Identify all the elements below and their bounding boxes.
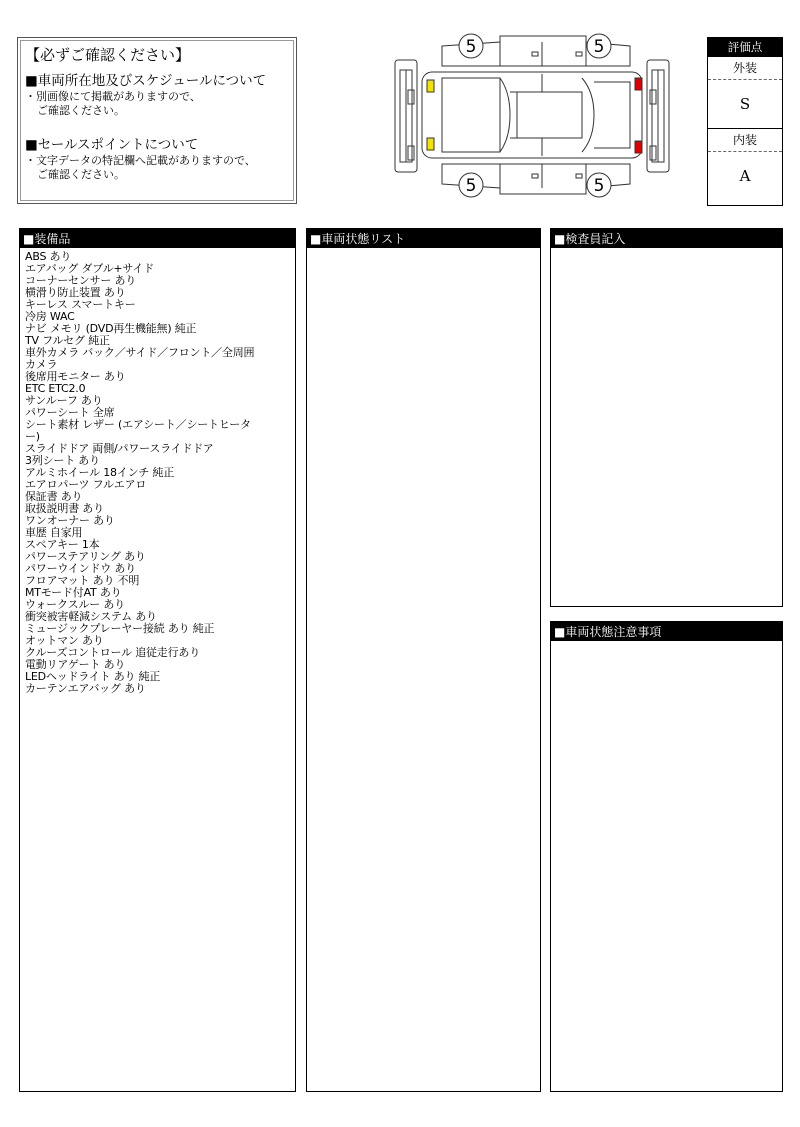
equipment-panel bbox=[19, 228, 296, 1092]
equipment-item: 3列シート あり bbox=[25, 454, 100, 467]
equipment-item: 横滑り防止装置 あり bbox=[25, 286, 126, 299]
equipment-item: スライドドア 両側/パワースライドドア bbox=[25, 442, 214, 455]
rear-marker-bottom bbox=[635, 141, 642, 153]
car-diagram bbox=[392, 30, 672, 200]
exterior-score: S bbox=[708, 80, 782, 129]
tire-rating-front-left bbox=[459, 34, 483, 58]
equipment-item: エアロパーツ フルエアロ bbox=[25, 478, 147, 491]
tire-rating-rear-right bbox=[587, 173, 611, 197]
condition-notes-panel bbox=[550, 621, 783, 1092]
condition-notes-title: ■車両状態注意事項 bbox=[551, 622, 782, 641]
equipment-item: ETC ETC2.0 bbox=[25, 382, 86, 395]
tire-rating-rear-left bbox=[587, 34, 611, 58]
equipment-item: 保証書 あり bbox=[25, 490, 83, 503]
notice-line: ご確認ください。 bbox=[37, 104, 125, 117]
equipment-item: オットマン あり bbox=[25, 634, 104, 647]
tire-rating-front-right bbox=[459, 173, 483, 197]
score-box bbox=[707, 37, 783, 206]
equipment-item: 後席用モニター あり bbox=[25, 370, 126, 383]
svg-text:5: 5 bbox=[465, 176, 477, 196]
front-marker-top bbox=[427, 80, 434, 92]
rear-marker-top bbox=[635, 78, 642, 90]
condition-list-panel bbox=[306, 228, 541, 1092]
notice-text-location bbox=[25, 90, 289, 118]
equipment-item: コーナーセンサー あり bbox=[25, 274, 137, 287]
equipment-item: 車歴 自家用 bbox=[25, 526, 83, 539]
equipment-item: ミュージックプレーヤー接続 あり 純正 bbox=[25, 622, 215, 635]
equipment-item: カーテンエアバッグ あり bbox=[25, 682, 146, 695]
inspector-panel bbox=[550, 228, 783, 607]
equipment-item: フロアマット あり 不明 bbox=[25, 574, 140, 587]
equipment-item: エアバッグ ダブル+サイド bbox=[25, 262, 155, 275]
front-marker-bottom bbox=[427, 138, 434, 150]
equipment-item: ナビ メモリ (DVD再生機能無) 純正 bbox=[25, 322, 197, 335]
equipment-item: パワーステアリング あり bbox=[25, 550, 146, 563]
equipment-title: ■装備品 bbox=[20, 229, 295, 248]
equipment-item: 取扱説明書 あり bbox=[25, 502, 104, 515]
notice-heading-location: ■車両所在地及びスケジュールについて bbox=[25, 73, 267, 89]
equipment-item: パワーウインドウ あり bbox=[25, 562, 136, 575]
notice-box bbox=[17, 37, 297, 204]
notice-title: 【必ずご確認ください】 bbox=[25, 46, 191, 64]
notice-line: ・別画像にて掲載がありますので、 bbox=[25, 90, 201, 103]
equipment-item: 冷房 WAC bbox=[25, 310, 75, 323]
equipment-item: クルーズコントロール 追従走行あり bbox=[25, 646, 200, 659]
equipment-item: TV フルセグ 純正 bbox=[25, 334, 110, 347]
equipment-item: シート素材 レザー (エアシート／シートヒータ bbox=[25, 418, 251, 431]
notice-inner bbox=[20, 40, 294, 201]
notice-line: ・文字データの特記欄へ記載がありますので、 bbox=[25, 154, 256, 167]
equipment-item: ABS あり bbox=[25, 250, 72, 263]
condition-list-title: ■車両状態リスト bbox=[307, 229, 540, 248]
equipment-item: ワンオーナー あり bbox=[25, 514, 115, 527]
svg-text:5: 5 bbox=[593, 176, 605, 196]
equipment-item: MTモード付AT あり bbox=[25, 586, 122, 599]
notice-heading-sales-point: ■セールスポイントについて bbox=[25, 137, 199, 153]
svg-text:5: 5 bbox=[465, 37, 477, 57]
interior-label: 内装 bbox=[708, 129, 782, 152]
equipment-item: キーレス スマートキー bbox=[25, 298, 136, 311]
inspector-title: ■検査員記入 bbox=[551, 229, 782, 248]
equipment-item: 電動リアゲート あり bbox=[25, 658, 126, 671]
notice-text-sales-point bbox=[25, 154, 289, 182]
notice-line: ご確認ください。 bbox=[37, 168, 125, 181]
equipment-item: スペアキー 1本 bbox=[25, 538, 100, 551]
equipment-item: 車外カメラ バック／サイド／フロント／全周囲 bbox=[25, 346, 255, 359]
equipment-item: LEDヘッドライト あり 純正 bbox=[25, 670, 161, 683]
equipment-item: カメラ bbox=[25, 358, 58, 371]
equipment-item: サンルーフ あり bbox=[25, 394, 103, 407]
equipment-item: ー) bbox=[25, 430, 40, 443]
equipment-list bbox=[20, 248, 295, 695]
exterior-label: 外装 bbox=[708, 57, 782, 80]
svg-text:5: 5 bbox=[593, 37, 605, 57]
interior-score: A bbox=[739, 167, 751, 185]
equipment-item: パワーシート 全席 bbox=[25, 406, 115, 419]
equipment-item: ウォークスルー あり bbox=[25, 598, 125, 611]
equipment-item: 衝突被害軽減システム あり bbox=[25, 610, 157, 623]
equipment-item: アルミホイール 18インチ 純正 bbox=[25, 466, 175, 479]
score-header: 評価点 bbox=[708, 38, 782, 57]
